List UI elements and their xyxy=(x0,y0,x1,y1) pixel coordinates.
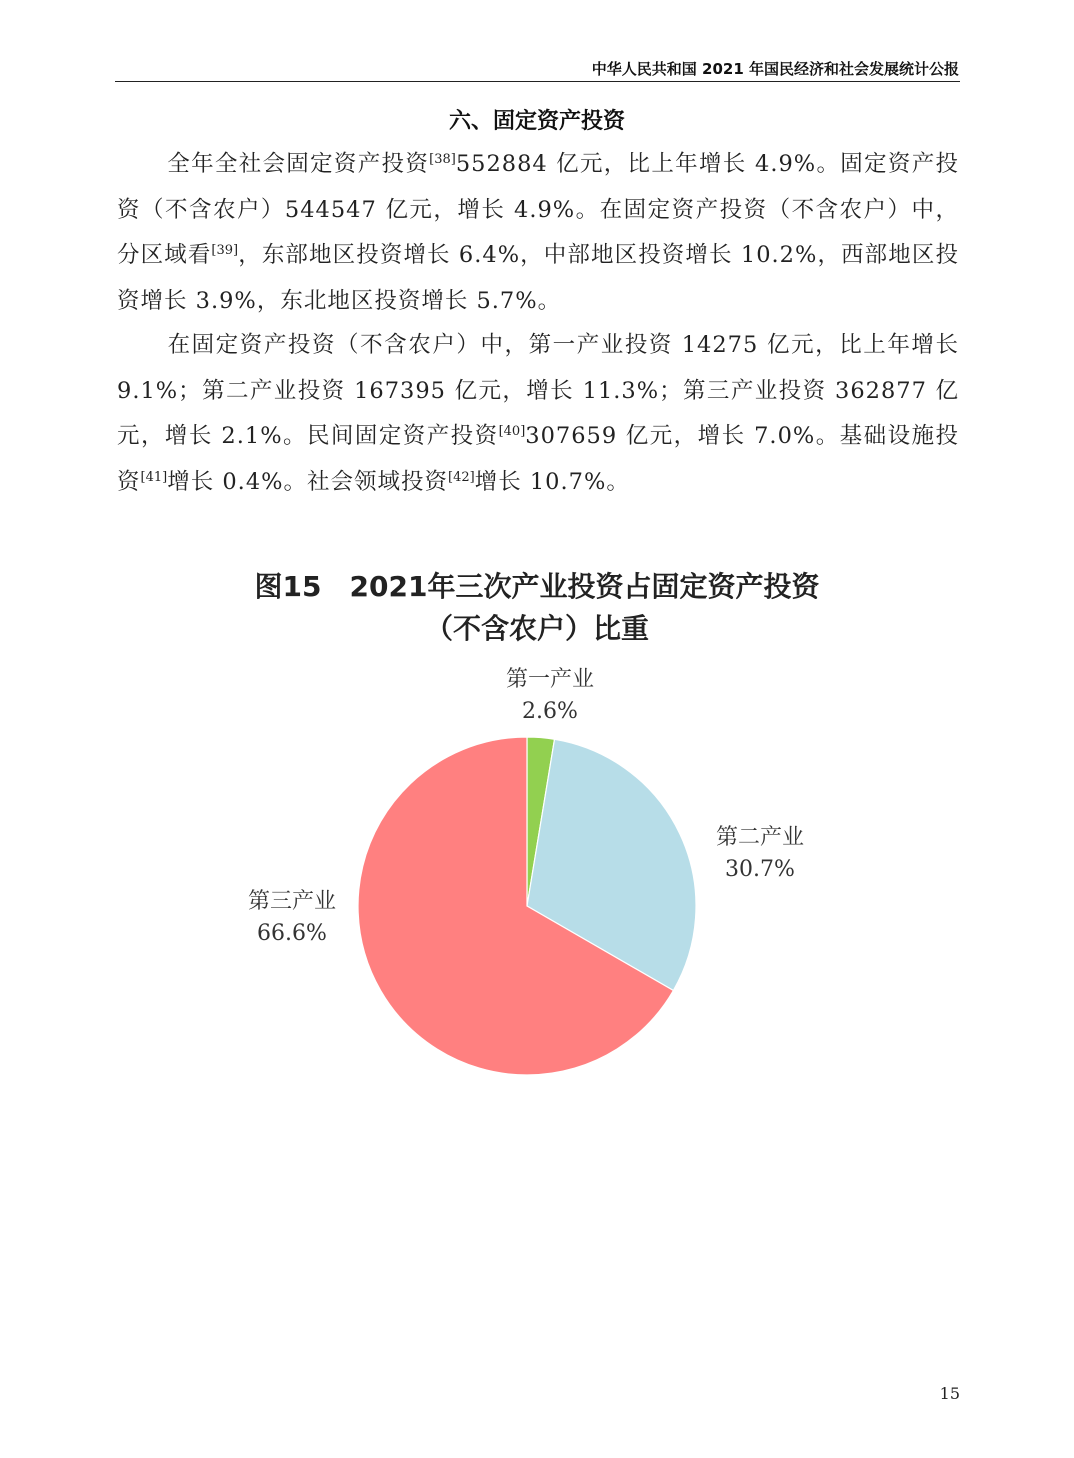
footnote-ref-39[interactable]: [39] xyxy=(211,243,239,258)
slice-label-secondary xyxy=(690,822,830,886)
slice-label-secondary-name: 第二产业 xyxy=(715,825,804,850)
paragraph-2-text-1: 在固定资产投资（不含农户）中，第一产业投资 14275 亿元，比上年增长 9.1%；第二产业投资 167395 亿元，增长 11.3%；第三产业投资 362877 亿元，增长 2.1%。民间固定资产投资 xyxy=(117,332,959,449)
paragraph-1-text-3: ，东部地区投资增长 6.4%，中部地区投资增长 10.2%，西部地区投资增长 3.9%，东北地区投资增长 5.7%。 xyxy=(117,242,959,314)
section-title: 六、固定资产投资 xyxy=(448,109,625,134)
footnote-ref-40[interactable]: [40] xyxy=(498,424,526,439)
paragraph-1-text-1: 全年全社会固定资产投资 xyxy=(167,151,430,177)
slice-label-tertiary-name: 第三产业 xyxy=(247,889,336,914)
slice-label-primary-name: 第一产业 xyxy=(505,667,594,692)
running-header: 中华人民共和国 2021 年国民经济和社会发展统计公报 xyxy=(591,60,959,78)
slice-label-secondary-value: 30.7% xyxy=(725,857,795,882)
paragraph-1-text-2: 552884 亿元，比上年增长 4.9%。固定资产投资（不含农户）544547 亿元，增长 4.9%。在固定资产投资（不含农户）中，分区域看 xyxy=(117,151,959,268)
page-number: 15 xyxy=(939,1384,960,1403)
slice-label-tertiary-value: 66.6% xyxy=(257,921,327,946)
footnote-ref-41[interactable]: [41] xyxy=(140,469,168,485)
footnote-ref-42[interactable]: [42] xyxy=(448,469,475,485)
footnote-ref-38[interactable]: [38] xyxy=(429,152,456,167)
slice-label-primary xyxy=(480,664,620,728)
figure-number: 图15 xyxy=(254,570,322,603)
slice-label-tertiary xyxy=(222,886,362,950)
paragraph-2-text-3: 增长 0.4%。社会领域投资 xyxy=(167,468,449,495)
paragraph-2-text-2: 307659 亿元，增长 7.0%。基础设施投资 xyxy=(117,423,959,495)
chart-title-line-2: （不含农户）比重 xyxy=(424,612,649,645)
chart-title-main: 2021年三次产业投资占固定资产投资 xyxy=(349,570,820,603)
paragraph-2-text-4: 增长 10.7%。 xyxy=(474,468,630,495)
slice-label-primary-value: 2.6% xyxy=(522,699,578,724)
